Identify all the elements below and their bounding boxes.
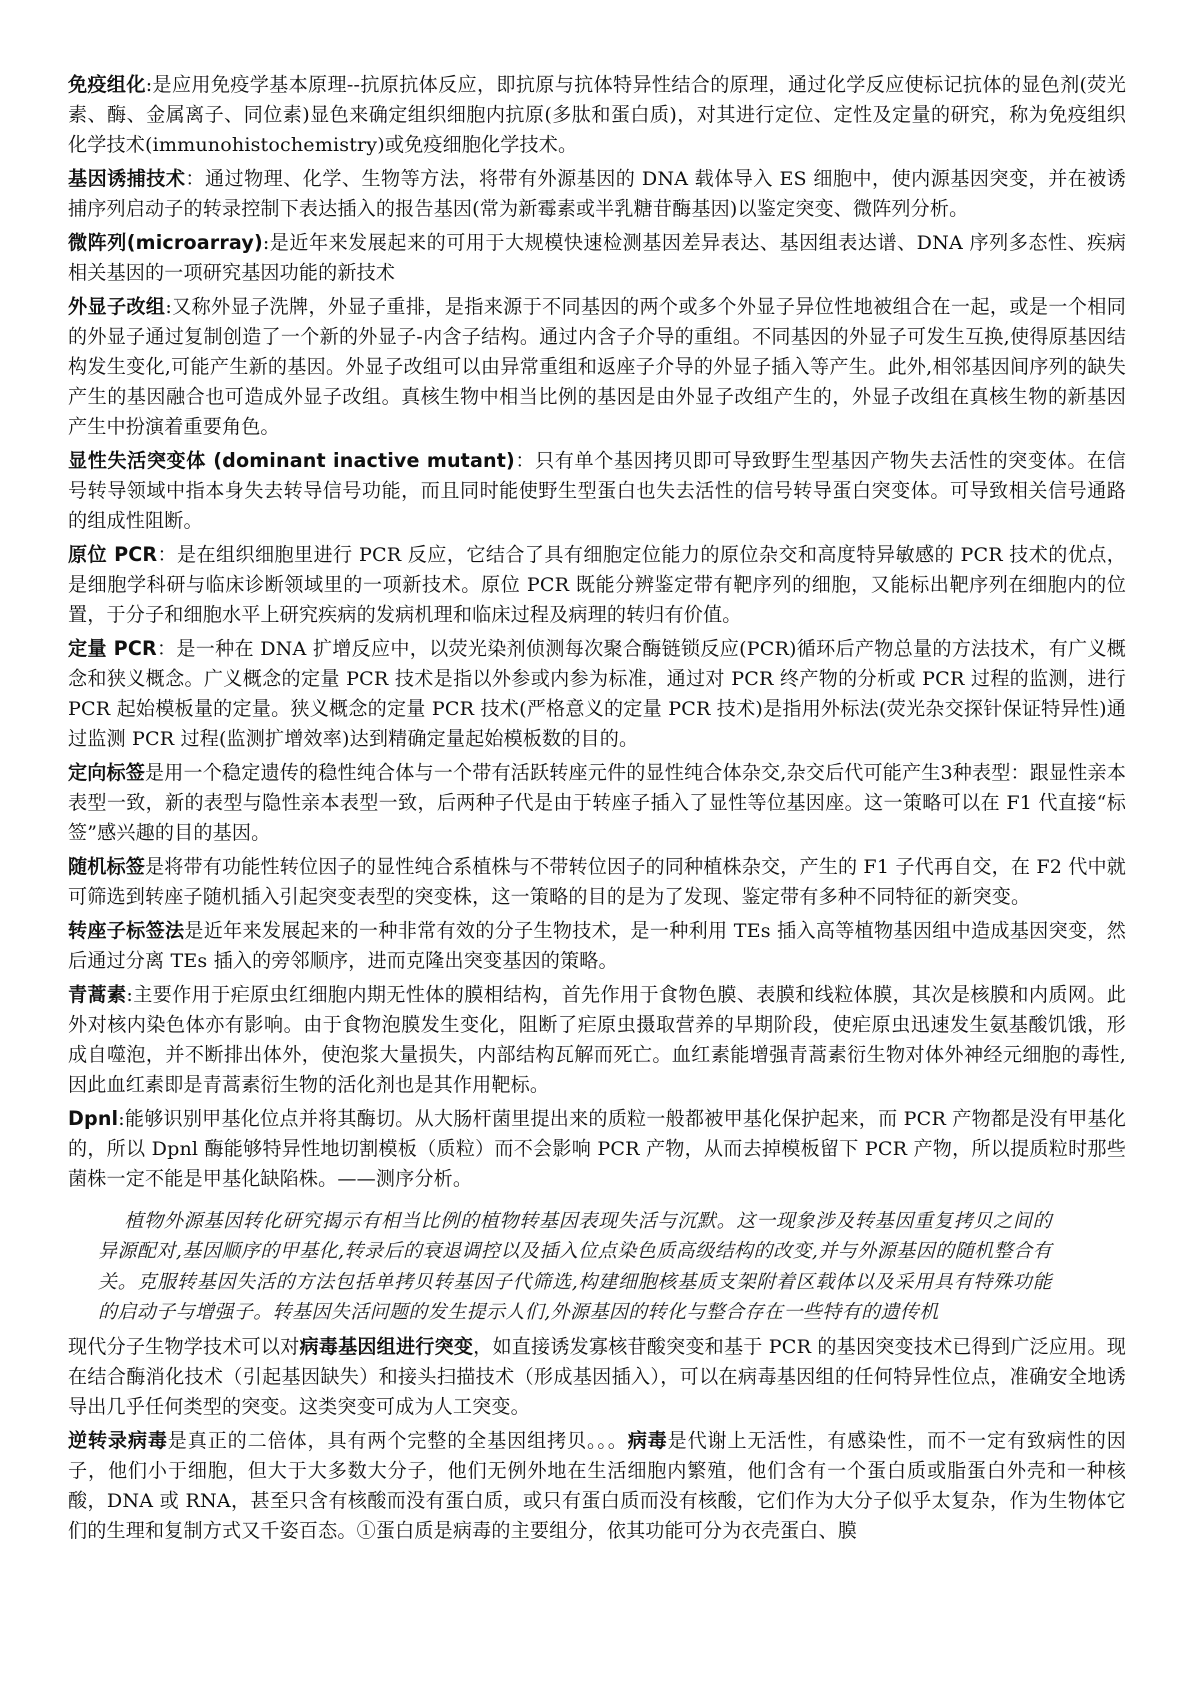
paragraph-virus-mutation [68, 1332, 1126, 1422]
paragraph-transposon-tagging [68, 916, 1126, 976]
paragraph-directed-tagging [68, 758, 1126, 848]
term-heading: 逆转录病毒 [68, 1428, 168, 1452]
term-heading: 随机标签 [68, 855, 145, 878]
term-heading: 定向标签 [68, 761, 145, 784]
paragraph-text: 是真正的二倍体，具有两个完整的全基因组拷贝。。。 [167, 1428, 628, 1452]
paragraph-text: :是近年来发展起来的可用于大规模快速检测基因差异表达、基因组表达谱、DNA 序列多态性、疾病相关基因的一项研究基因功能的新技术 [68, 231, 1126, 284]
paragraph-text: 是近年来发展起来的一种非常有效的分子生物技术，是一种利用 TEs 插入高等植物基因组中造成基因突变，然后通过分离 TEs 插入的旁邻顺序，进而克隆出突变基因的策略。 [68, 919, 1127, 972]
term-heading: 转座子标签法 [68, 919, 185, 942]
paragraph-artemisinin [68, 980, 1126, 1100]
term-heading: 外显子改组 [68, 295, 166, 318]
paragraph-random-tagging [68, 852, 1126, 912]
paragraph-microarray [68, 228, 1126, 288]
paragraph-text: 是用一个稳定遗传的稳性纯合体与一个带有活跃转座元件的显性纯合体杂交,杂交后代可能产生3种表型：跟显性亲本表型一致，新的表型与隐性亲本表型一致，后两种子代是由于转座子插入了显性等位基因座。这一策略可以在 F1 代直接“标签”感兴趣的目的基因。 [68, 761, 1126, 844]
paragraph-immunohistochemistry [68, 70, 1126, 160]
bold-phrase: 病毒基因组进行突变 [299, 1334, 474, 1358]
paragraph-text: 是将带有功能性转位因子的显性纯合系植株与不带转位因子的同种植株杂交，产生的 F1 子代再自交，在 F2 代中就可筛选到转座子随机插入引起突变表型的突变株，这一策略的目的是为了发现、鉴定带有多种不同特征的新突变。 [68, 855, 1126, 908]
paragraph-dpni [68, 1104, 1126, 1194]
paragraph-retrovirus [68, 1426, 1126, 1546]
paragraph-text: :是应用免疫学基本原理--抗原抗体反应，即抗原与抗体特异性结合的原理，通过化学反应使标记抗体的显色剂(荧光素、酶、金属离子、同位素)显色来确定组织细胞内抗原(多肽和蛋白质)，对其进行定位、定性及定量的研究，称为免疫组织化学技术(immunohistochemistry)或免疫细胞化学技术。 [68, 73, 1126, 156]
term-heading: 基因诱捕技术 [68, 167, 186, 190]
paragraph-text: :能够识别甲基化位点并将其酶切。从大肠杆菌里提出来的质粒一般都被甲基化保护起来，而 PCR 产物都是没有甲基化的，所以 Dpnl 酶能够特异性地切割模板（质粒）而不会影响 PCR 产物，从而去掉模板留下 PCR 产物，所以提质粒时那些菌株一定不能是甲基化缺陷株。——测序分析。 [68, 1107, 1126, 1190]
paragraph-text: ，如直接诱发寡核苷酸突变和基于 PCR 的基因突变技术已得到广泛应用。现在结合酶消化技术（引起基因缺失）和接头扫描技术（形成基因插入），可以在病毒基因组的任何特异性位点，准确安全地诱导出几乎任何类型的突变。这类突变可成为人工突变。 [68, 1334, 1126, 1418]
term-heading: 原位 PCR [68, 543, 158, 566]
term-heading: 显性失活突变体 (dominant inactive mutant) [68, 449, 515, 472]
paragraph-gene-trap [68, 164, 1126, 224]
term-heading: 微阵列(microarray) [68, 231, 263, 254]
scanned-excerpt [68, 1206, 1126, 1328]
paragraph-dominant-inactive [68, 446, 1126, 536]
paragraph-exon-shuffling [68, 292, 1126, 442]
paragraph-in-situ-pcr [68, 540, 1126, 630]
term-heading: 青蒿素 [68, 983, 127, 1006]
scanned-excerpt-text: 植物外源基因转化研究揭示有相当比例的植物转基因表现失活与沉默。这一现象涉及转基因重复拷贝之间的异源配对,基因顺序的甲基化,转录后的衰退调控以及插入位点染色质高级结构的改变,并与外源基因的随机整合有关。克服转基因失活的方法包括单拷贝转基因子代筛选,构建细胞核基质支架附着区载体以及采用具有特殊功能的启动子与增强子。转基因失活问题的发生提示人们,外源基因的转化与整合存在一些特有的遗传机 [98, 1210, 1052, 1324]
paragraph-text: ：是在组织细胞里进行 PCR 反应，它结合了具有细胞定位能力的原位杂交和高度特异敏感的 PCR 技术的优点，是细胞学科研与临床诊断领域里的一项新技术。原位 PCR 既能分辨鉴定带有靶序列的细胞，又能标出靶序列在细胞内的位置，于分子和细胞水平上研究疾病的发病机理和临床过程及病理的转归有价值。 [68, 543, 1126, 626]
paragraph-text: ：是一种在 DNA 扩增反应中，以荧光染剂侦测每次聚合酶链锁反应(PCR)循环后产物总量的方法技术，有广义概念和狭义概念。广义概念的定量 PCR 技术是指以外参或内参为标准，通过对 PCR 终产物的分析或 PCR 过程的监测，进行 PCR 起始模板量的定量。狭义概念的定量 PCR 技术(严格意义的定量 PCR 技术)是指用外标法(荧光杂交探针保证特异性)通过监测 PCR 过程(监测扩增效率)达到精确定量起始模板数的目的。 [68, 637, 1126, 750]
paragraph-text: 现代分子生物学技术可以对 [68, 1334, 300, 1358]
term-heading: Dpnl [68, 1107, 119, 1130]
term-heading: 定量 PCR [68, 637, 157, 660]
paragraph-text: :主要作用于疟原虫红细胞内期无性体的膜相结构，首先作用于食物色膜、表膜和线粒体膜，其次是核膜和内质网。此外对核内染色体亦有影响。由于食物泡膜发生变化，阻断了疟原虫摄取营养的早期阶段，使疟原虫迅速发生氨基酸饥饿，形成自噬泡，并不断排出体外，使泡浆大量损失，内部结构瓦解而死亡。血红素能增强青蒿素衍生物对体外神经元细胞的毒性,因此血红素即是青蒿素衍生物的活化剂也是其作用靶标。 [68, 983, 1127, 1096]
paragraph-text: 是代谢上无活性，有感染性，而不一定有致病性的因子，他们小于细胞，但大于大多数大分子，他们无例外地在生活细胞内繁殖，他们含有一个蛋白质或脂蛋白外壳和一种核酸，DNA 或 RNA，甚至只含有核酸而没有蛋白质，或只有蛋白质而没有核酸，它们作为大分子似乎太复杂，作为生物体它们的生理和复制方式又千姿百态。①蛋白质是病毒的主要组分，依其功能可分为衣壳蛋白、膜 [68, 1428, 1126, 1542]
term-heading: 病毒 [627, 1428, 668, 1452]
term-heading: 免疫组化 [68, 73, 146, 96]
paragraph-quantitative-pcr [68, 634, 1126, 754]
paragraph-text: ：通过物理、化学、生物等方法，将带有外源基因的 DNA 载体导入 ES 细胞中，使内源基因突变，并在被诱捕序列启动子的转录控制下表达插入的报告基因(常为新霉素或半乳糖苷酶基因)以鉴定突变、微阵列分析。 [68, 167, 1127, 220]
paragraph-text: ：只有单个基因拷贝即可导致野生型基因产物失去活性的突变体。在信号转导领域中指本身失去转导信号功能，而且同时能使野生型蛋白也失去活性的信号转导蛋白突变体。可导致相关信号通路的组成性阻断。 [68, 449, 1126, 532]
paragraph-text: :又称外显子洗牌，外显子重排，是指来源于不同基因的两个或多个外显子异位性地被组合在一起，或是一个相同的外显子通过复制创造了一个新的外显子-内含子结构。通过内含子介导的重组。不同基因的外显子可发生互换,使得原基因结构发生变化,可能产生新的基因。外显子改组可以由异常重组和返座子介导的外显子插入等产生。此外,相邻基因间序列的缺失产生的基因融合也可造成外显子改组。真核生物中相当比例的基因是由外显子改组产生的，外显子改组在真核生物的新基因产生中扮演着重要角色。 [68, 295, 1127, 438]
